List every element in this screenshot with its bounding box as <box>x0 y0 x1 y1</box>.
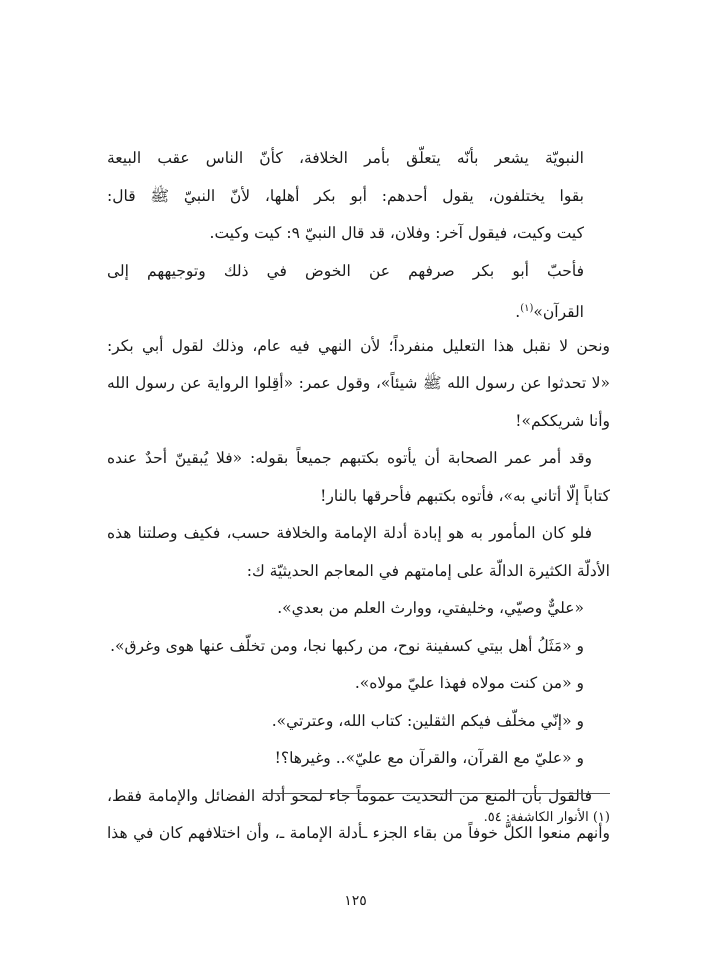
text-line: فأحبّ أبو بكر صرفهم عن الخوض في ذلك وتوجيههم إلى <box>107 261 584 280</box>
text-line: ونحن لا نقبل هذا التعليل منفرداً؛ لأن النهي فيه عام، وذلك لقول أبي بكر: <box>107 336 610 355</box>
text-line: و «مَثَلُ أهل بيتي كسفينة نوح، من ركبها نجا، ومن تخلّف عنها هوى وغرق». <box>110 636 584 655</box>
text-line: كيت وكيت، فيقول آخر: وفلان، قد قال النبيّ ٩: كيت وكيت. <box>209 224 584 242</box>
text-line <box>107 290 610 328</box>
text-line: وأنهم منعوا الكلَّ خوفاً من بقاء الجزء ـأدلة الإمامة ـ، وأن اختلافهم كان في هذا <box>107 824 610 842</box>
text-line: و «عليّ مع القرآن، والقرآن مع عليّ».. وغيرها؟! <box>274 749 584 767</box>
text-line: فلو كان المأمور به هو إبادة أدلة الإمامة والخلافة حسب، فكيف وصلتنا هذه <box>107 524 592 542</box>
text-line: «لا تحدثوا عن رسول الله ﷺ شيئاً»، وقول عمر: «أقِلوا الرواية عن رسول الله <box>107 374 610 392</box>
text-line: «عليٌّ وصيّي، وخليفتي، ووارث العلم من بعدي». <box>277 599 584 617</box>
text-line: بقوا يختلفون، يقول أحدهم: أبو بكر أهلها، لأنّ النبيّ ﷺ قال: <box>107 186 584 205</box>
text-line: كتاباً إلّا أتاني به»، فأتوه بكتبهم فأحرقها بالنار! <box>320 486 610 505</box>
text-line: النبويّة يشعر بأنّه يتعلّق بأمر الخلافة، كأنّ الناس عقب البيعة <box>107 149 584 167</box>
quote-end: القرآن» <box>533 303 584 322</box>
main-text <box>107 140 610 853</box>
text-line: وأنا شريككم»! <box>515 411 610 430</box>
page-number: ١٢٥ <box>344 893 367 909</box>
text-line: فالقول بأن المنع من التحديث عموماً جاء لمحو أدلة الفضائل والإمامة فقط، <box>107 786 592 805</box>
text-line: الأدلّة الكثيرة الدالّة على إمامتهم في المعاجم الحديثيّة ك: <box>246 561 610 580</box>
footnote-divider <box>263 793 610 794</box>
footnote: (١) الأنوار الكاشفة: ٥٤. <box>483 810 610 825</box>
text-line: و «من كنت مولاه فهذا عليّ مولاه». <box>354 674 584 692</box>
period: . <box>515 303 521 322</box>
text-line: وقد أمر عمر الصحابة أن يأتوه بكتبهم جميعاً بقوله: «فلا يُبقينّ أحدٌ عنده <box>107 449 592 467</box>
text-line: و «إنّي مخلّف فيكم الثقلين: كتاب الله، وعترتي». <box>271 711 584 730</box>
footnote-marker: (١) <box>520 303 534 314</box>
